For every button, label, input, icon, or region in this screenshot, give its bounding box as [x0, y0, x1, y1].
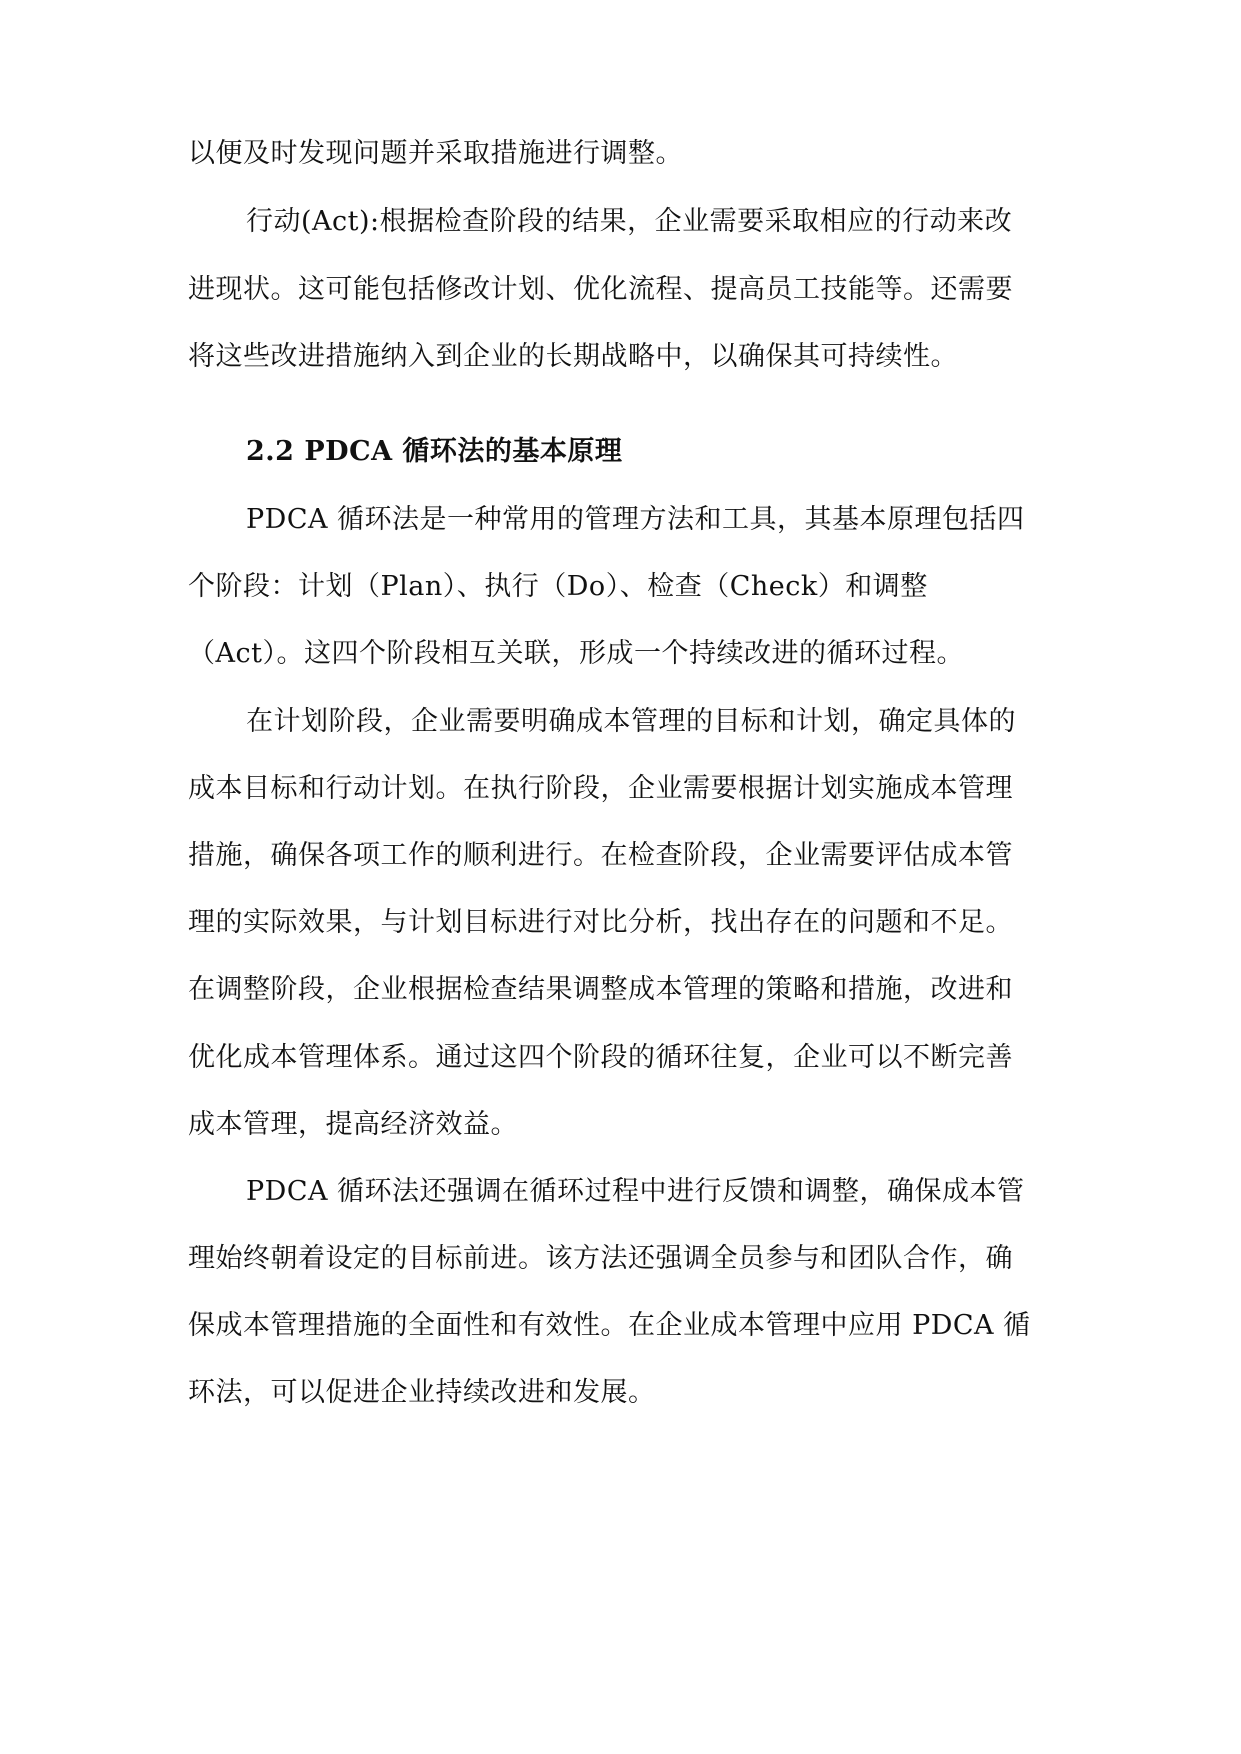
paragraph-line: PDCA 循环法是一种常用的管理方法和工具，其基本原理包括四 [246, 504, 1025, 535]
paragraph-line: 成本管理，提高经济效益。 [188, 1109, 518, 1140]
paragraph-line: （Act）。这四个阶段相互关联，形成一个持续改进的循环过程。 [188, 638, 964, 669]
paragraph-line: 措施，确保各项工作的顺利进行。在检查阶段，企业需要评估成本管 [188, 840, 1013, 871]
paragraph-line: PDCA 循环法还强调在循环过程中进行反馈和调整，确保成本管 [246, 1176, 1025, 1207]
paragraph-line: 个阶段：计划（Plan）、执行（Do）、检查（Check）和调整 [188, 571, 928, 602]
paragraph-line: 环法，可以促进企业持续改进和发展。 [188, 1377, 656, 1408]
paragraph-line: 行动(Act):根据检查阶段的结果，企业需要采取相应的行动来改 [246, 206, 1013, 237]
paragraph-line: 在计划阶段，企业需要明确成本管理的目标和计划，确定具体的 [246, 706, 1016, 737]
paragraph-line: 理始终朝着设定的目标前进。该方法还强调全员参与和团队合作，确 [188, 1243, 1013, 1274]
section-heading: 2.2 PDCA 循环法的基本原理 [246, 436, 623, 467]
paragraph-line: 优化成本管理体系。通过这四个阶段的循环往复，企业可以不断完善 [188, 1042, 1013, 1073]
paragraph-line: 理的实际效果，与计划目标进行对比分析，找出存在的问题和不足。 [188, 907, 1013, 938]
paragraph-line: 保成本管理措施的全面性和有效性。在企业成本管理中应用 PDCA 循 [188, 1310, 1031, 1341]
paragraph-line: 在调整阶段，企业根据检查结果调整成本管理的策略和措施，改进和 [188, 974, 1013, 1005]
paragraph-line: 以便及时发现问题并采取措施进行调整。 [188, 138, 683, 169]
paragraph-line: 成本目标和行动计划。在执行阶段，企业需要根据计划实施成本管理 [188, 773, 1013, 804]
paragraph-line: 将这些改进措施纳入到企业的长期战略中，以确保其可持续性。 [188, 341, 958, 372]
paragraph-line: 进现状。这可能包括修改计划、优化流程、提高员工技能等。还需要 [188, 274, 1013, 305]
